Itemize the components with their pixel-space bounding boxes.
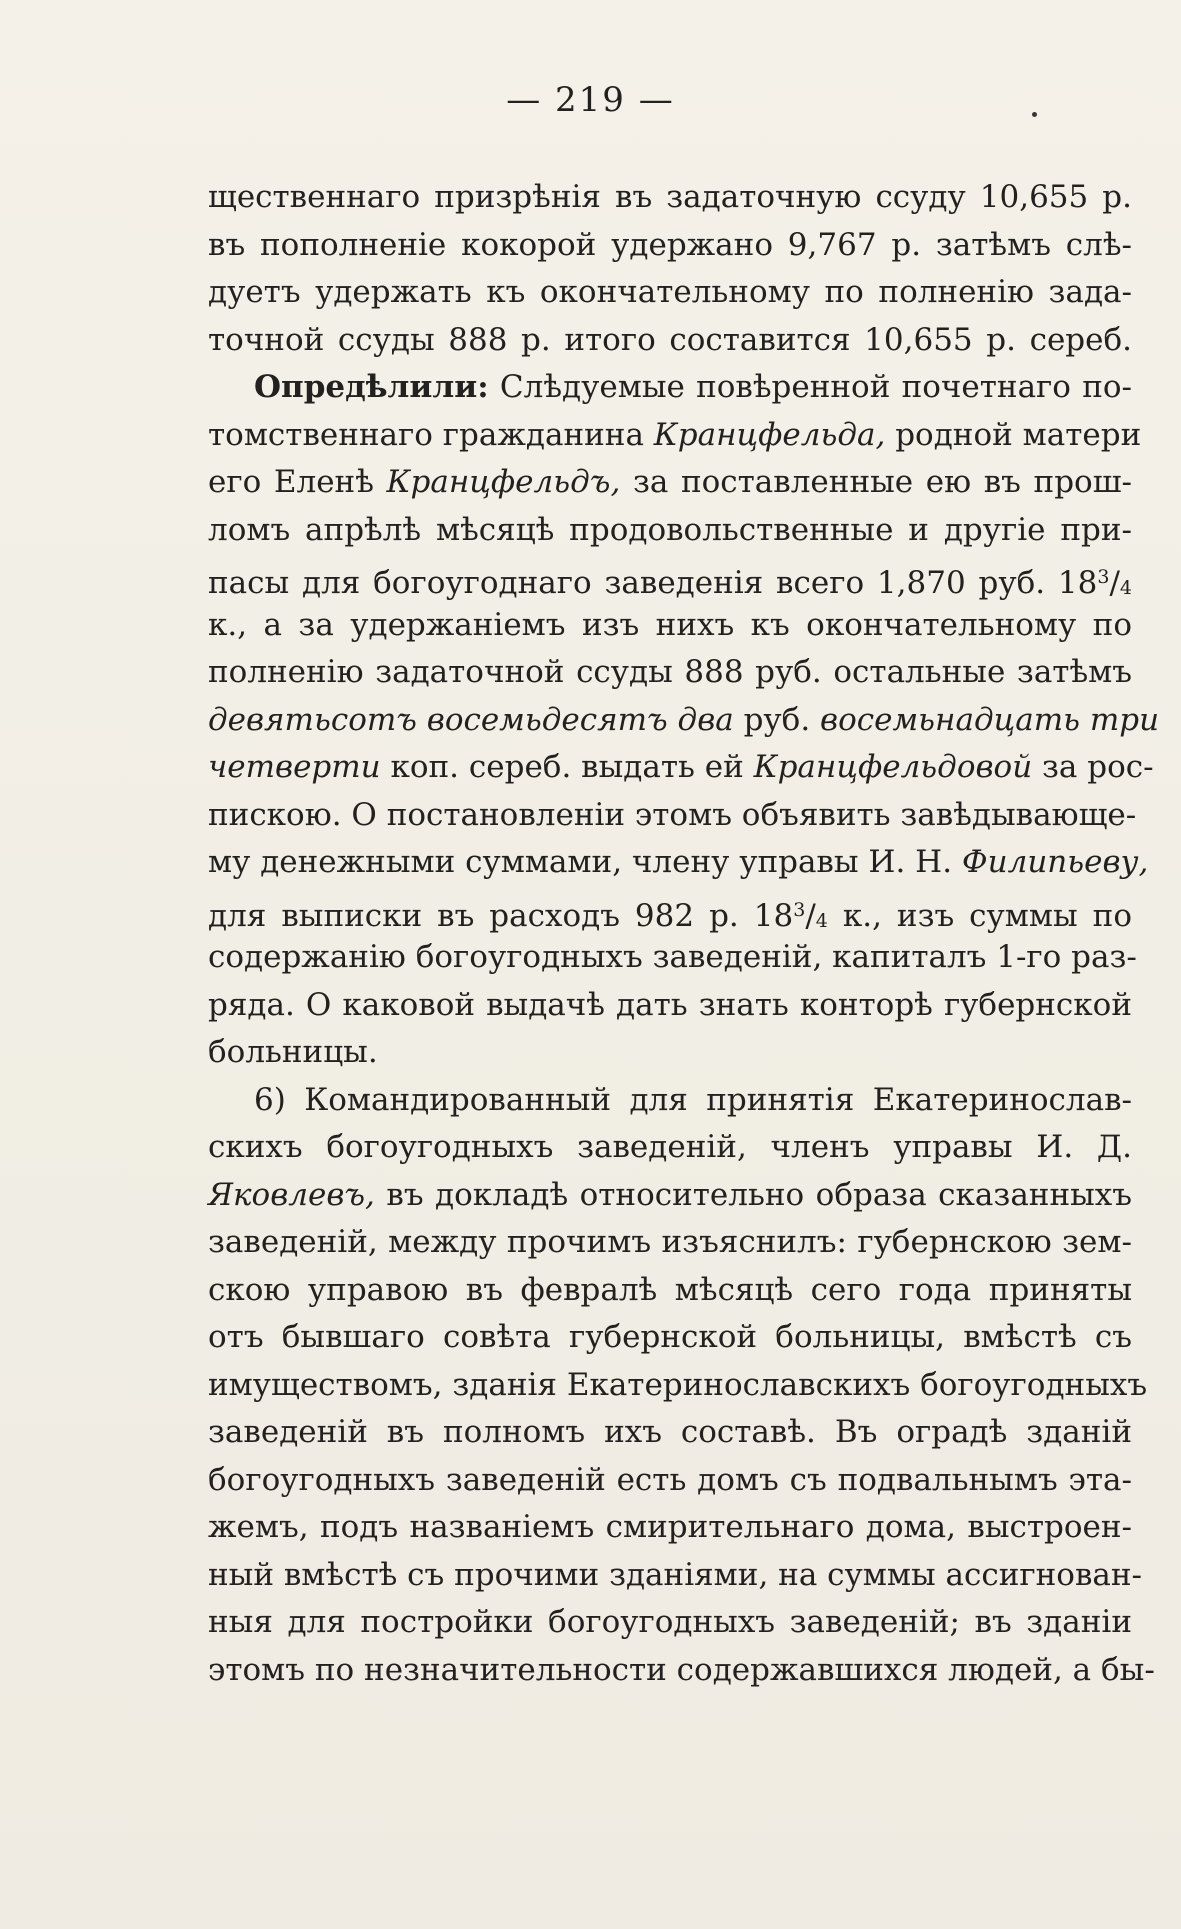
italic-name: Яковлевъ, (208, 1176, 375, 1213)
text-segment: / (1109, 565, 1120, 601)
text-line (208, 934, 1137, 982)
text-segment: его Еленѣ (208, 464, 387, 500)
text-segment: этомъ по незначительности содержавшихся людей, а бы- (208, 1651, 1155, 1688)
italic-name: девятьсотъ восемьдесятъ два (208, 701, 734, 738)
text-line (208, 507, 1132, 555)
text-segment: к., изъ суммы по (827, 897, 1132, 934)
text-line (208, 1077, 1132, 1125)
text-segment: больницы. (208, 1034, 378, 1070)
text-segment: Слѣдуемые повѣренной почетнаго по- (488, 369, 1132, 405)
text-line (208, 744, 1154, 792)
text-line (208, 269, 1132, 317)
text-line (208, 602, 1132, 650)
text-line (208, 1029, 1132, 1077)
text-line (208, 649, 1132, 697)
text-segment: ныя для постройки богоугодныхъ заведеній; въ зданіи (208, 1604, 1132, 1640)
text-segment: коп. сереб. выдать ей (380, 749, 754, 785)
text-segment: для выписки въ расходъ 982 р. 18 (208, 897, 794, 934)
text-segment: пасы для богоугоднаго заведенія всего 1,870 руб. 18 (208, 565, 1098, 601)
text-line (208, 1647, 1155, 1695)
text-line (208, 839, 1149, 887)
text-segment: пискою. О постановленіи этомъ объявить завѣдывающе- (208, 796, 1137, 833)
text-segment: 6) Командированный для принятія Екатеринослав- (254, 1081, 1132, 1118)
text-segment: 3 (793, 898, 806, 921)
italic-name: Кранцфельда, (653, 416, 886, 453)
page-number: — 219 — (506, 80, 675, 120)
text-segment: 4 (815, 909, 828, 932)
text-line (208, 1409, 1132, 1457)
text-line (208, 1267, 1132, 1315)
text-segment: му денежными суммами, члену управы И. Н. (208, 844, 962, 880)
text-segment: за рос- (1032, 749, 1154, 785)
text-line (208, 1172, 1132, 1220)
italic-name: восемьнадцать три (820, 701, 1160, 738)
text-segment: точной ссуды 888 р. итого составится 10,655 р. сереб. (208, 321, 1132, 358)
text-segment: родной матери (885, 416, 1142, 453)
text-segment: скихъ богоугодныхъ заведеній, членъ управы И. Д. (208, 1129, 1132, 1165)
text-segment: содержанію богоугодныхъ заведеній, капиталъ 1-го раз- (208, 939, 1137, 975)
italic-name: Кранцфельдъ, (386, 464, 621, 500)
text-line (208, 174, 1132, 222)
text-line (208, 1362, 1148, 1410)
text-segment: богоугодныхъ заведеній есть домъ съ подвальнымъ эта- (208, 1461, 1132, 1498)
text-segment: щественнаго призрѣнія въ задаточную ссуду 10,655 р. (208, 179, 1132, 215)
text-line (208, 887, 1132, 935)
text-segment: за поставленные ею въ прош- (620, 464, 1132, 500)
text-line (208, 1552, 1143, 1600)
italic-name: Кранцфельдовой (753, 749, 1033, 785)
text-segment: въ докладѣ относительно образа сказанныхъ (374, 1176, 1132, 1213)
text-segment: ряда. О каковой выдачѣ дать знать конторѣ губернской (208, 986, 1132, 1023)
text-segment: скою управою въ февралѣ мѣсяцѣ сего года приняты (208, 1271, 1132, 1308)
text-line (208, 317, 1132, 365)
text-line (208, 1504, 1132, 1552)
text-line (208, 364, 1132, 412)
text-line (208, 792, 1137, 840)
body-text (208, 174, 1160, 1694)
text-line (208, 697, 1160, 745)
text-segment: к., а за удержаніемъ изъ нихъ къ окончательному по (208, 606, 1132, 643)
text-segment: имуществомъ, зданія Екатеринославскихъ богоугодныхъ (208, 1366, 1148, 1403)
text-line (208, 1219, 1132, 1267)
bold-heading: Опредѣлили: (254, 369, 489, 405)
text-line (208, 982, 1132, 1030)
text-segment: жемъ, подъ названіемъ смирительнаго дома, выстроен- (208, 1509, 1132, 1545)
text-segment: заведеній въ полномъ ихъ составѣ. Въ оградѣ зданій (208, 1414, 1132, 1450)
text-line (208, 1599, 1132, 1647)
text-segment: руб. (733, 701, 821, 738)
text-segment: 3 (1097, 566, 1110, 588)
text-line (208, 1124, 1132, 1172)
text-segment: отъ бывшаго совѣта губернской больницы, вмѣстѣ съ (208, 1319, 1132, 1355)
print-speck (1032, 112, 1037, 117)
text-segment: дуетъ удержать къ окончательному по полненію зада- (208, 274, 1132, 310)
text-segment: въ пополненіе кокорой удержано 9,767 р. затѣмъ слѣ- (208, 226, 1132, 263)
text-segment: / (805, 897, 816, 934)
text-line (208, 554, 1132, 602)
text-line (208, 1314, 1132, 1362)
text-segment: заведеній, между прочимъ изъяснилъ: губернскою зем- (208, 1224, 1132, 1260)
text-line (208, 412, 1142, 460)
italic-name: Филипьеву, (961, 844, 1149, 880)
text-segment: 4 (1119, 577, 1132, 599)
text-segment: томственнаго гражданина (208, 416, 654, 453)
text-line (208, 222, 1132, 270)
text-line (208, 1457, 1132, 1505)
text-line (208, 459, 1132, 507)
text-segment: полненію задаточной ссуды 888 руб. остальные затѣмъ (208, 654, 1132, 690)
italic-name: четверти (208, 749, 381, 785)
text-segment: ный вмѣстѣ съ прочими зданіями, на суммы ассигнован- (208, 1556, 1143, 1593)
text-segment: ломъ апрѣлѣ мѣсяцѣ продовольственные и другіе при- (208, 511, 1132, 548)
